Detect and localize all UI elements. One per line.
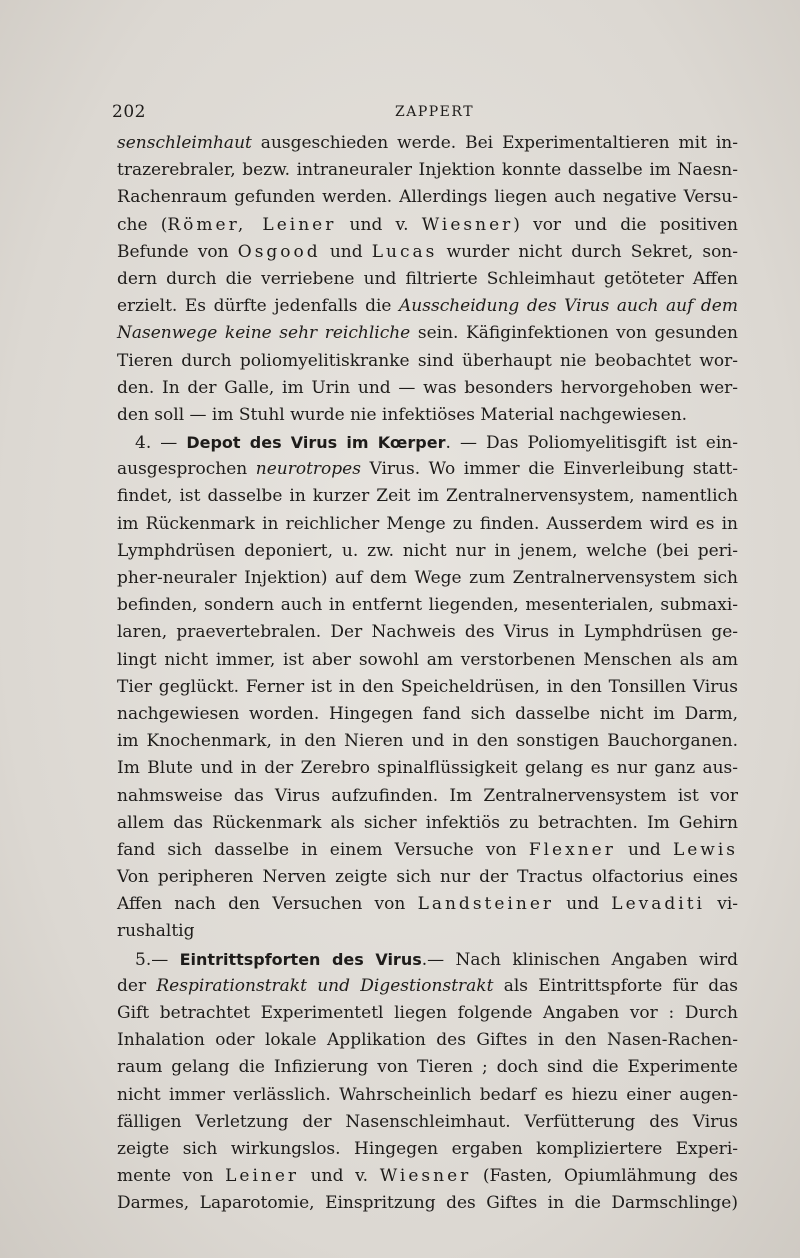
text-run: vi-	[704, 894, 738, 915]
text-line	[117, 592, 738, 619]
page-number: 202	[112, 102, 146, 122]
body-text	[117, 130, 738, 1218]
text-line	[117, 348, 738, 375]
text-run: und v.	[336, 214, 422, 235]
text-run: als Eintrittspforte für das	[493, 975, 738, 996]
text-run: fand sich dasselbe in einem Versuche von	[117, 839, 529, 860]
text-line	[117, 184, 738, 211]
italic-phrase: Respirationstrakt und Digestionstrakt	[156, 975, 494, 996]
text-line	[117, 1163, 738, 1190]
section-heading-line	[117, 429, 738, 456]
text-run: Befunde von	[117, 241, 238, 262]
text-run: und	[554, 894, 612, 915]
text-line	[117, 864, 738, 891]
text-line	[117, 266, 738, 293]
author-name: Römer, Leiner	[167, 214, 337, 235]
text-run: und	[615, 839, 673, 860]
text-line	[117, 891, 738, 918]
text-run: trazerebraler, bezw. intraneuraler Injektion konnte dasselbe im Naesn-	[117, 160, 738, 181]
text-line	[117, 239, 738, 266]
text-run: laren, praevertebralen. Der Nachweis des Virus in Lymphdrüsen ge-	[117, 622, 738, 643]
text-run: (Fasten, Opiumlähmung des	[471, 1166, 738, 1187]
text-line	[117, 157, 738, 184]
text-line	[117, 511, 738, 538]
text-run: Gift betrachtet Experimentetl liegen folgende Angaben vor : Durch	[117, 1003, 738, 1023]
text-run: allem das Rückenmark als sicher infektiös zu betrachten. Im Gehirn	[117, 812, 738, 833]
author-name: Wiesner	[421, 214, 514, 235]
text-run: im Knochenmark, in den Nieren und in den sonstigen Bauchorganen.	[117, 731, 738, 752]
text-run: erzielt. Es dürfte jedenfalls die	[117, 296, 400, 317]
author-name: Levaditi	[611, 894, 705, 915]
text-line	[117, 293, 738, 320]
text-run: sein. Käfiginfektionen von gesunden	[410, 323, 738, 344]
text-run: rushaltig	[117, 921, 195, 942]
text-line	[117, 1027, 738, 1054]
page-header	[112, 102, 748, 126]
text-run: che (	[117, 214, 168, 235]
section-number: 5.	[135, 949, 152, 970]
text-line	[117, 456, 738, 483]
text-run: wurder nicht durch Sekret, son-	[437, 241, 738, 262]
text-run: findet, ist dasselbe in kurzer Zeit im Zentralnervensystem, namentlich	[117, 486, 738, 507]
text-line	[117, 212, 738, 239]
text-run: nachgewiesen worden. Hingegen fand sich dasselbe nicht im Darm,	[117, 703, 738, 724]
text-line	[117, 728, 738, 755]
text-line	[117, 1082, 738, 1109]
section-dash: —	[160, 433, 178, 454]
section-lead-text: .— Nach klinischen Angaben wird	[421, 949, 738, 970]
text-run: Darmes, Laparotomie, Einspritzung des Giftes in die Darmschlinge)	[117, 1193, 738, 1214]
text-line	[117, 810, 738, 837]
text-run: ) vor und die positiven	[513, 214, 738, 235]
section-heading-line	[117, 946, 738, 973]
text-run: mente von	[117, 1166, 226, 1187]
text-run: Rachenraum gefunden werden. Allerdings liegen auch negative Versu-	[117, 187, 738, 208]
author-name: Wiesner	[379, 1166, 472, 1187]
text-line	[117, 320, 738, 347]
italic-phrase: Ausscheidung des Virus auch auf dem	[399, 296, 738, 317]
author-name: Lewis	[672, 839, 739, 860]
text-line	[117, 375, 738, 402]
text-run: nicht immer verlässlich. Wahrscheinlich bedarf es hiezu einer augen-	[117, 1084, 738, 1105]
text-run: zeigte sich wirkungslos. Hingegen ergaben kompliziertere Experi-	[117, 1138, 738, 1159]
text-line	[117, 973, 738, 1000]
author-name: Leiner	[225, 1166, 300, 1187]
italic-phrase: Nasenwege keine sehr reichliche	[117, 323, 411, 344]
text-run: Affen nach den Versuchen von	[117, 894, 418, 915]
text-run: nahmsweise das Virus aufzufinden. Im Zentralnervensystem ist vor	[117, 785, 738, 806]
section-body	[117, 973, 738, 1218]
text-run: Lymphdrüsen deponiert, u. zw. nicht nur in jenem, welche (bei peri-	[117, 540, 738, 561]
text-line	[117, 483, 738, 510]
text-line	[117, 755, 738, 782]
text-run: im Rückenmark in reichlicher Menge zu finden. Ausserdem wird es in	[117, 513, 738, 534]
text-line	[117, 130, 738, 157]
text-run: pher-neuraler Injektion) auf dem Wege zum Zentralnervensystem sich	[117, 568, 738, 588]
text-run: Tier geglückt. Ferner ist in den Speicheldrüsen, in den Tonsillen Virus	[117, 676, 738, 697]
text-run: Inhalation oder lokale Applikation des Giftes in den Nasen-Rachen-	[117, 1030, 738, 1051]
text-run: dern durch die verriebene und filtrierte Schleimhaut getöteter Affen	[117, 268, 738, 289]
section-number: 4.	[135, 433, 152, 454]
text-line	[117, 565, 738, 592]
text-run: der	[117, 975, 157, 996]
text-line	[117, 1000, 738, 1027]
text-line	[117, 647, 738, 674]
italic-phrase: senschleimhaut	[117, 133, 252, 153]
text-line	[117, 918, 738, 945]
section-lead-text: . — Das Poliomyelitisgift ist ein-	[445, 433, 738, 454]
text-run: und v.	[299, 1166, 380, 1187]
italic-phrase: neurotropes	[255, 459, 361, 480]
text-run: ausgeschieden werde. Bei Experimentaltieren mit in-	[251, 133, 738, 153]
section-4	[117, 429, 738, 946]
text-line	[117, 701, 738, 728]
section-title: Eintrittspforten des Virus	[179, 949, 422, 969]
running-head: ZAPPERT	[395, 104, 475, 120]
section-dash: —	[151, 949, 169, 970]
section-title: Depot des Virus im Kœrper	[186, 433, 446, 453]
text-run: Virus. Wo immer die Einverleibung statt-	[360, 459, 738, 480]
text-run: ausgesprochen	[117, 459, 256, 480]
author-name: Landsteiner	[417, 894, 555, 915]
text-line	[117, 538, 738, 565]
text-run: befinden, sondern auch in entfernt liegenden, mesenterialen, submaxi-	[117, 595, 738, 616]
text-line	[117, 1054, 738, 1081]
paragraph-continuation	[117, 130, 738, 429]
section-5	[117, 946, 738, 1218]
text-run: den soll — im Stuhl wurde nie infektiöses Material nachgewiesen.	[117, 404, 688, 425]
text-run: lingt nicht immer, ist aber sowohl am verstorbenen Menschen als am	[117, 649, 738, 670]
text-line	[117, 837, 738, 864]
text-line	[117, 1190, 738, 1217]
text-line	[117, 783, 738, 810]
text-run: den. In der Galle, im Urin und — was besonders hervorgehoben wer-	[117, 377, 738, 398]
text-line	[117, 619, 738, 646]
text-run: Tieren durch poliomyelitiskranke sind überhaupt nie beobachtet wor-	[117, 350, 738, 371]
text-line	[117, 674, 738, 701]
text-run: raum gelang die Infizierung von Tieren ; doch sind die Experimente	[117, 1057, 738, 1078]
text-run: Von peripheren Nerven zeigte sich nur der Tractus olfactorius eines	[117, 867, 738, 888]
text-line	[117, 402, 738, 429]
text-run: und	[320, 241, 372, 262]
text-line	[117, 1109, 738, 1136]
author-name: Flexner	[528, 839, 616, 860]
author-name: Lucas	[371, 241, 438, 262]
text-line	[117, 1136, 738, 1163]
author-name: Osgood	[237, 241, 321, 262]
text-run: Im Blute und in der Zerebro spinalflüssigkeit gelang es nur ganz aus-	[117, 758, 738, 779]
text-run: fälligen Verletzung der Nasenschleimhaut. Verfütterung des Virus	[117, 1111, 738, 1132]
section-body	[117, 456, 738, 945]
